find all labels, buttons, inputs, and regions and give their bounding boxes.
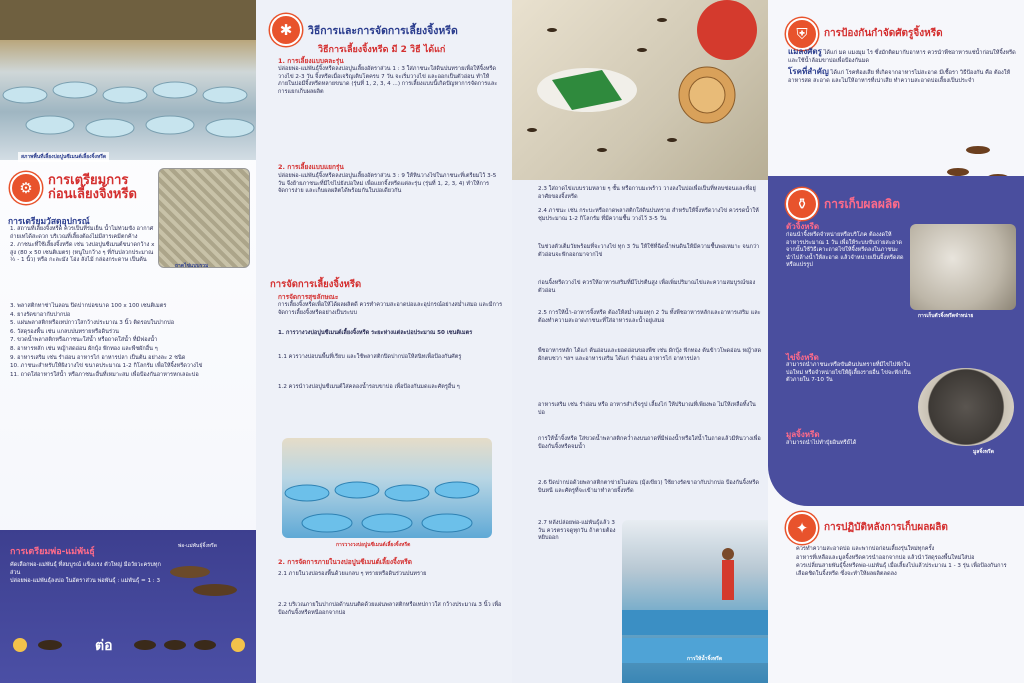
harvest-text-1: ก่อนนำจิ้งหรีดจำหน่ายหรือบริโภค ต้องงดให้อาหารประมาณ 1 วัน เพื่อให้ระบบขับถ่ายสะอาด จากนั้นใช้วิธีเคาะถาดไข่ให้จิ้งหรีดลงในภาชนะ นำไปล้างน้ำให้สะอาด แล้วจำหน่ายเป็นจิ้งหรีดสดหรือแปรรูป [786,232,904,269]
para-2-7: 2.7 หลังปล่อยพ่อ-แม่พันธุ์แล้ว 3 วัน ควรตรวจดูทุกวัน ถ้าตายต้องหยิบออก [538,520,616,542]
breed-list [10,562,170,587]
idea-icon: ⚙ [10,172,42,204]
manure-photo-caption: มูลจิ้งหรีด [973,449,994,455]
list-item: 3. พลาสติกทาซ่าไนลอน ปิดปากบ่อขนาด 100 x 100 เซนติเมตร [10,303,167,309]
list-item: 2. ภาชนะที่ใช้เลี้ยงจิ้งหรีด เช่น วงบ่อปูนซีเมนต์ขนาดกว้าง x สูง (80 x 50 เซนติเมตร) (หนูใบกว้าง ๆ ที่กันปลวกประมาณ ½ - 1 นิ้ว) หรือ กะละมัง โอ่ง ลังไม้ กล่องกระดาษ เป็นต้น [10,242,155,264]
farm-photo [0,0,256,160]
list-item: 7. ขวดน้ำพลาสติกหรือภาชนะใส่น้ำ หรือถาดใส่น้ำ ที่มีฟองน้ำ [10,337,158,344]
pest-header [786,18,943,50]
ponds-graphic [282,438,492,538]
mgmt-text: การเลี้ยงจิ้งหรีดเพื่อให้ได้ผลผลิตดี ควรทำความสะอาดบ่อและอุปกรณ์อย่างสม่ำเสมอ และมีการจัดการเลี้ยงจิ้งหรีดอย่างเป็นระบบ [278,302,503,316]
list-item: 5. แผ่นพลาสติกหรือเทปกาวใสกว้างประมาณ 3 นิ้ว ติดรอบในปากบ่อ [10,320,175,327]
methods-subtitle: วิธีการเลี้ยงจิ้งหรีด มี 2 วิธี ได้แก่ [318,45,446,55]
para-food: พืชอาหารหลัก ได้แก่ ต้นอ่อนและยอดอ่อนของพืช เช่น ผักบุ้ง ฟักทอง ต้นข้าวโพดอ่อน หญ้าสด ผักตบชวา ฯลฯ และอาหารเสริม ได้แก่ รำอ่อน อาหารไก่ อาหารปลา [538,348,762,362]
breed-title: การเตรียมพ่อ-แม่พันธุ์ [10,547,95,557]
harvest-text-3: สามารถนำไปทำปุ๋ยอินทรีย์ได้ [786,440,857,446]
harvest-head-1: ตัวจิ้งหรีด [786,222,820,231]
post-title: การปฏิบัติหลังการเก็บผลผลิต [824,522,948,533]
pest-text-1: ได้แก่ มด แมงมุม ไร ซึ่งมักติดมากับอาหาร ควรนำพืชอาหารแช่น้ำก่อนให้จิ้งหรีด และใช้น้ำล้อมขาบ่อเพื่อป้องกันมด [788,50,1016,64]
farm-photo-graphic [0,0,256,160]
item2-title: 2. การจัดการภายในวงบ่อปูนซีเมนต์เลี้ยงจิ้งหรีด [278,558,412,566]
manure-photo [918,368,1014,446]
panel-preparation [0,0,256,683]
sack-icon: ⚱ [786,188,818,220]
mgmt-item1b: 1.2 ควรนำวงบ่อปูนซีเมนต์ใส่คลองน้ำรอบขาบ่อ เพื่อป้องกันมดและศัตรูอื่น ๆ [278,384,460,390]
prep-header [10,172,137,204]
para-2-6: 2.6 ปิดปากบ่อด้วยพลาสติกตาข่ายไนล่อน (มุ้งเขียว) ใช้ยางรัดขาอากับปากบ่อ ป้องกันจิ้งหรีดบินหนี และศัตรูที่จะเข้ามาทำลายจิ้งหรีด [538,480,760,494]
list-item: อาหารที่เหลือและมูลจิ้งหรีดควรนำออกจากบ่อ แล้วนำวัสดุรองพื้นใหม่ใส่บ่อ [796,554,975,561]
pest-head-1: แมลงศัตรู [788,47,822,56]
pest-title: การป้องกันกำจัดศัตรูจิ้งหรีด [824,28,943,39]
shield-icon: ⛨ [786,18,818,50]
harvest-head-3: มูลจิ้งหรีด [786,430,820,439]
harvest-photo-caption: การเก็บตัวจิ้งหรีดจำหน่าย [918,313,974,319]
method1-text: ปล่อยพ่อ-แม่พันธุ์จิ้งหรีดลงบ่อปูนเลี้ยงอัตราส่วน 1 : 3 ใส่ภาชนะใส่ดินปนทรายเพื่อให้จิ้งหรีดวางไข่ 2-3 วัน จิ้งหรีดเมื่อเจริญเติบโตครบ 7 วัน จะเริ่มวางไข่ และออกเป็นตัวอ่อน ทำให้ภายในบ่อมีจิ้งหรีดหลายขนาด (รุ่นที่ 1, 2, 3, 4 ...) การเลี้ยงแบบนี้เกิดปัญหาการจัดการและการแยกเก็บผลผลิต [278,66,498,95]
crate-icon: ✦ [786,512,818,544]
harvest-head-2: ไข่จิ้งหรีด [786,353,819,362]
harvest-title: การเก็บผลผลิต [824,196,900,211]
harvest-header [786,188,900,220]
method1-title: 1. การเลี้ยงแบบคละรุ่น [278,57,344,65]
para-water: การให้น้ำจิ้งหรีด ใส่ขวดน้ำพลาสติกคว่ำลงบนถาดที่มีฟองน้ำหรือใส่น้ำในถาดแล้วมีหินวางเพื่อป้องกันจิ้งหรีดจมน้ำ [538,436,761,450]
mgmt-subtitle: การจัดการสุขลักษณะ [278,293,339,301]
panel-feeding [512,0,768,683]
breed-photo-caption: พ่อ-แม่พันธุ์จิ้งหรีด [178,543,217,549]
harvest-section [768,176,1024,506]
prep-title-line1: การเตรียมการ [48,173,129,188]
list-item: ควรเปลี่ยนสายพันธุ์จิ้งหรีดพ่อ-แม่พันธุ์ เมื่อเลี้ยงไปแล้วประมาณ 1 - 3 รุ่น เพื่อป้องกันการเลือดชิดในจิ้งหรีด ซึ่งจะทำให้ผลผลิตลดลง [796,563,1007,577]
crickets-feeding-graphic [512,0,768,180]
prep-title-line2: ก่อนเลี้ยงจิ้งหรีด [48,187,137,202]
pest-block [788,48,1016,86]
item2-2: 2.2 บริเวณภายในปากบ่อด้านบนติดด้วยแผ่นพลาสติกหรือเทปกาวใส กว้างประมาณ 3 นิ้ว เพื่อป้องกันจิ้งหรีดหนีออกจากบ่อ [278,602,502,616]
cricket-emblem-icon: ✱ [270,14,302,46]
list-item: 6. วัสดุรองพื้น เช่น แกลบปนทรายหรือดินร่วน [10,328,119,335]
list-item: 10. ภาชนะสำหรับให้ผิงวางไข่ ขนาดประมาณ 1-2 กิโลกรัม เพื่อให้จิ้งหรีดวางไข่ [10,363,203,370]
panel-protection-harvest [768,0,1024,683]
cricket-ratio-graphic [0,615,256,675]
list-item: คัดเลือกพ่อ-แม่พันธุ์ ที่สมบูรณ์ แข็งแรง ตัวใหญ่ มีอวัยวะครบทุกส่วน [10,562,161,576]
pest-head-2: โรคที่สำคัญ [788,67,829,77]
female-symbol-icon [231,638,245,652]
materials-list [10,226,155,266]
mgmt-item1: 1. การวางวงบ่อปูนซีเมนต์เลี้ยงจิ้งหรีด ระยะห่างแต่ละบ่อประมาณ 50 เซนติเมตร [278,330,473,336]
mgmt-item1a: 1.1 ควรวางบ่อบนพื้นที่เรียบ และใช้พลาสติกปิดปากบ่อให้สนิทเพื่อป้องกันศัตรู [278,354,462,360]
crickets-feeding-photo [512,0,768,180]
harvest-text-2: สามารถนำภาชนะหรือขันดินปนทรายที่มีไข่ไปฟักในบ่อใหม่ หรือจำหน่ายไข่ให้ผู้เลี้ยงรายอื่น ไข่จะฟักเป็นตัวภายใน 7-10 วัน [786,362,911,384]
breed-cricket-photo [160,552,250,602]
tray-photo [158,168,250,268]
cricket-icon [38,640,216,650]
item2-1: 2.1 ภายในวงบ่อรองพื้นด้วยแกลบ ๆ ทรายหรือดินร่วนปนทราย [278,571,427,577]
pest-text-2: ได้แก่ โรคท้องเสีย ที่เกิดจากอาหารไม่สะอาด มีเชื้อรา วิธีป้องกัน คือ ต้องให้อาหารสด สะอาด และไม่ให้อาหารที่เน่าเสีย ทำความสะอาดบ่อเลี้ยงเป็นประจำ [788,70,1011,84]
list-item: 11. ถาดใส่อาหารใส่น้ำ หรือภาชนะอื่นที่เหมาะสม เพื่อป้องกันอาหารหกเลอะบ่อ [10,371,199,378]
post-list [796,546,1016,579]
post-header [786,512,948,544]
harvest-photo [910,224,1016,310]
tray-photo-caption: ถาดไข่แบบรวม [175,263,209,269]
list-item: ควรทำความสะอาดบ่อ และพากบ่อก่อนเลี้ยงรุ่นใหม่ทุกครั้ง [796,546,935,552]
ponds-photo-caption: การวางวงบ่อปูนซีเมนต์เลี้ยงจิ้งหรีด [336,542,411,548]
breed-section [0,530,256,683]
method2-title: 2. การเลี้ยงแบบแยกรุ่น [278,163,344,171]
list-item: ปล่อยพ่อ-แม่พันธุ์ลงบ่อ ในอัตราส่วน พ่อพันธุ์ : แม่พันธุ์ = 1 : 3 [10,578,161,585]
materials-list-cont [10,303,250,380]
para-2-4: 2.4 ภาชนะ เช่น กระบะหรือถาดพลาสติกใส่ดินปนทราย สำหรับให้จิ้งหรีดวางไข่ ควรรดน้ำให้ชุ่มประมาณ 1-2 กิโลกรัม ที่มีความชื้น วางไว้ 3-5 วัน [538,208,759,222]
method2-text: ปล่อยพ่อ-แม่พันธุ์จิ้งหรีดลงบ่อปูนเลี้ยงอัตราส่วน 3 : 9 ให้หินวางไข่ในภาชนะที่เตรียมไว้ 3-5 วัน จึงย้ายภาชนะที่มีไข่ไปยังบ่อใหม่ เพื่อแยกจิ้งหรีดแต่ละรุ่น (รุ่นที่ 1, 2, 3, 4) ทำให้การจัดการง่าย และเก็บผลผลิตได้พร้อมกันในบ่อเดียวกัน [278,173,497,195]
ponds-photo [282,438,492,538]
para-top: 2.3 ใส่ถาดไข่แบบรวมหลาย ๆ ชั้น หรือกาบมะพร้าว วางลงในบ่อเพื่อเป็นที่หลบซ่อนและที่อยู่อาศัยของจิ้งหรีด [538,186,756,200]
list-item: 1. สถานที่เลี้ยงจิ้งหรีด ควรเป็นที่ร่มเย็น น้ำไม่ท่วมขัง อากาศถ่ายเทได้สะดวก บริเวณที่เลี้ยงต้องไม่มีสารเคมีตกค้าง [10,226,154,240]
prep-title [48,174,137,202]
list-item: 9. อาหารเสริม เช่น รำอ่อน อาหารไก่ อาหารปลา เป็นต้น อย่างละ 2 ชนิด [10,354,186,361]
list-item: 8. อาหารหลัก เช่น หญ้าสดอ่อน ผักบุ้ง ฟักทอง และพืชผักอื่น ๆ [10,345,158,352]
male-symbol-icon [13,638,27,652]
farm-photo-caption: สภาพพื้นที่เลี้ยงบ่อปูนซีเมนต์เลี้ยงจิ้งหรีด [18,152,109,162]
para-food-2: อาหารเสริม เช่น รำอ่อน หรือ อาหารสำเร็จรูป เลี้ยงไก่ ให้ปริมาณที่เพียงพอ ไม่ให้เหลือทิ้งในบ่อ [538,402,756,416]
list-item: 4. ยางรัดขาอากับปากบ่อ [10,311,71,318]
panel-methods [256,0,512,683]
watering-photo-caption: การให้น้ำจิ้งหรีด [687,656,723,662]
para-bullet-1: ในช่วงตัวเต็มวัยพร้อมที่จะวางไข่ ทุก 3 วัน ให้ใช้ที่ฉีดน้ำพ่นดินให้มีความชื้นพอเหมาะ จนกว่าตัวอ่อนจะฟักออกมาจากไข่ [538,244,760,258]
ratio-label: ต่อ [95,638,113,654]
para-bullet-2: ก่อนจิ้งหรีดวางไข่ ควรให้อาหารเสริมที่มีโปรตีนสูง เพื่อเพิ่มปริมาณไข่และความสมบูรณ์ของตัวอ่อน [538,280,756,294]
para-2-5: 2.5 การให้น้ำ-อาหารจิ้งหรีด ต้องให้สม่ำเสมอทุก 2 วัน ทั้งพืชอาหารหลักและอาหารเสริม และต้องทำความสะอาดภาชนะที่ใส่อาหารและน้ำอยู่เสมอ [538,310,761,324]
methods-title: วิธีการและการจัดการเลี้ยงจิ้งหรีด [308,24,458,37]
materials-heading: การเตรียมวัสดุอุปกรณ์ [8,217,90,227]
mgmt-title: การจัดการเลี้ยงจิ้งหรีด [270,279,362,290]
